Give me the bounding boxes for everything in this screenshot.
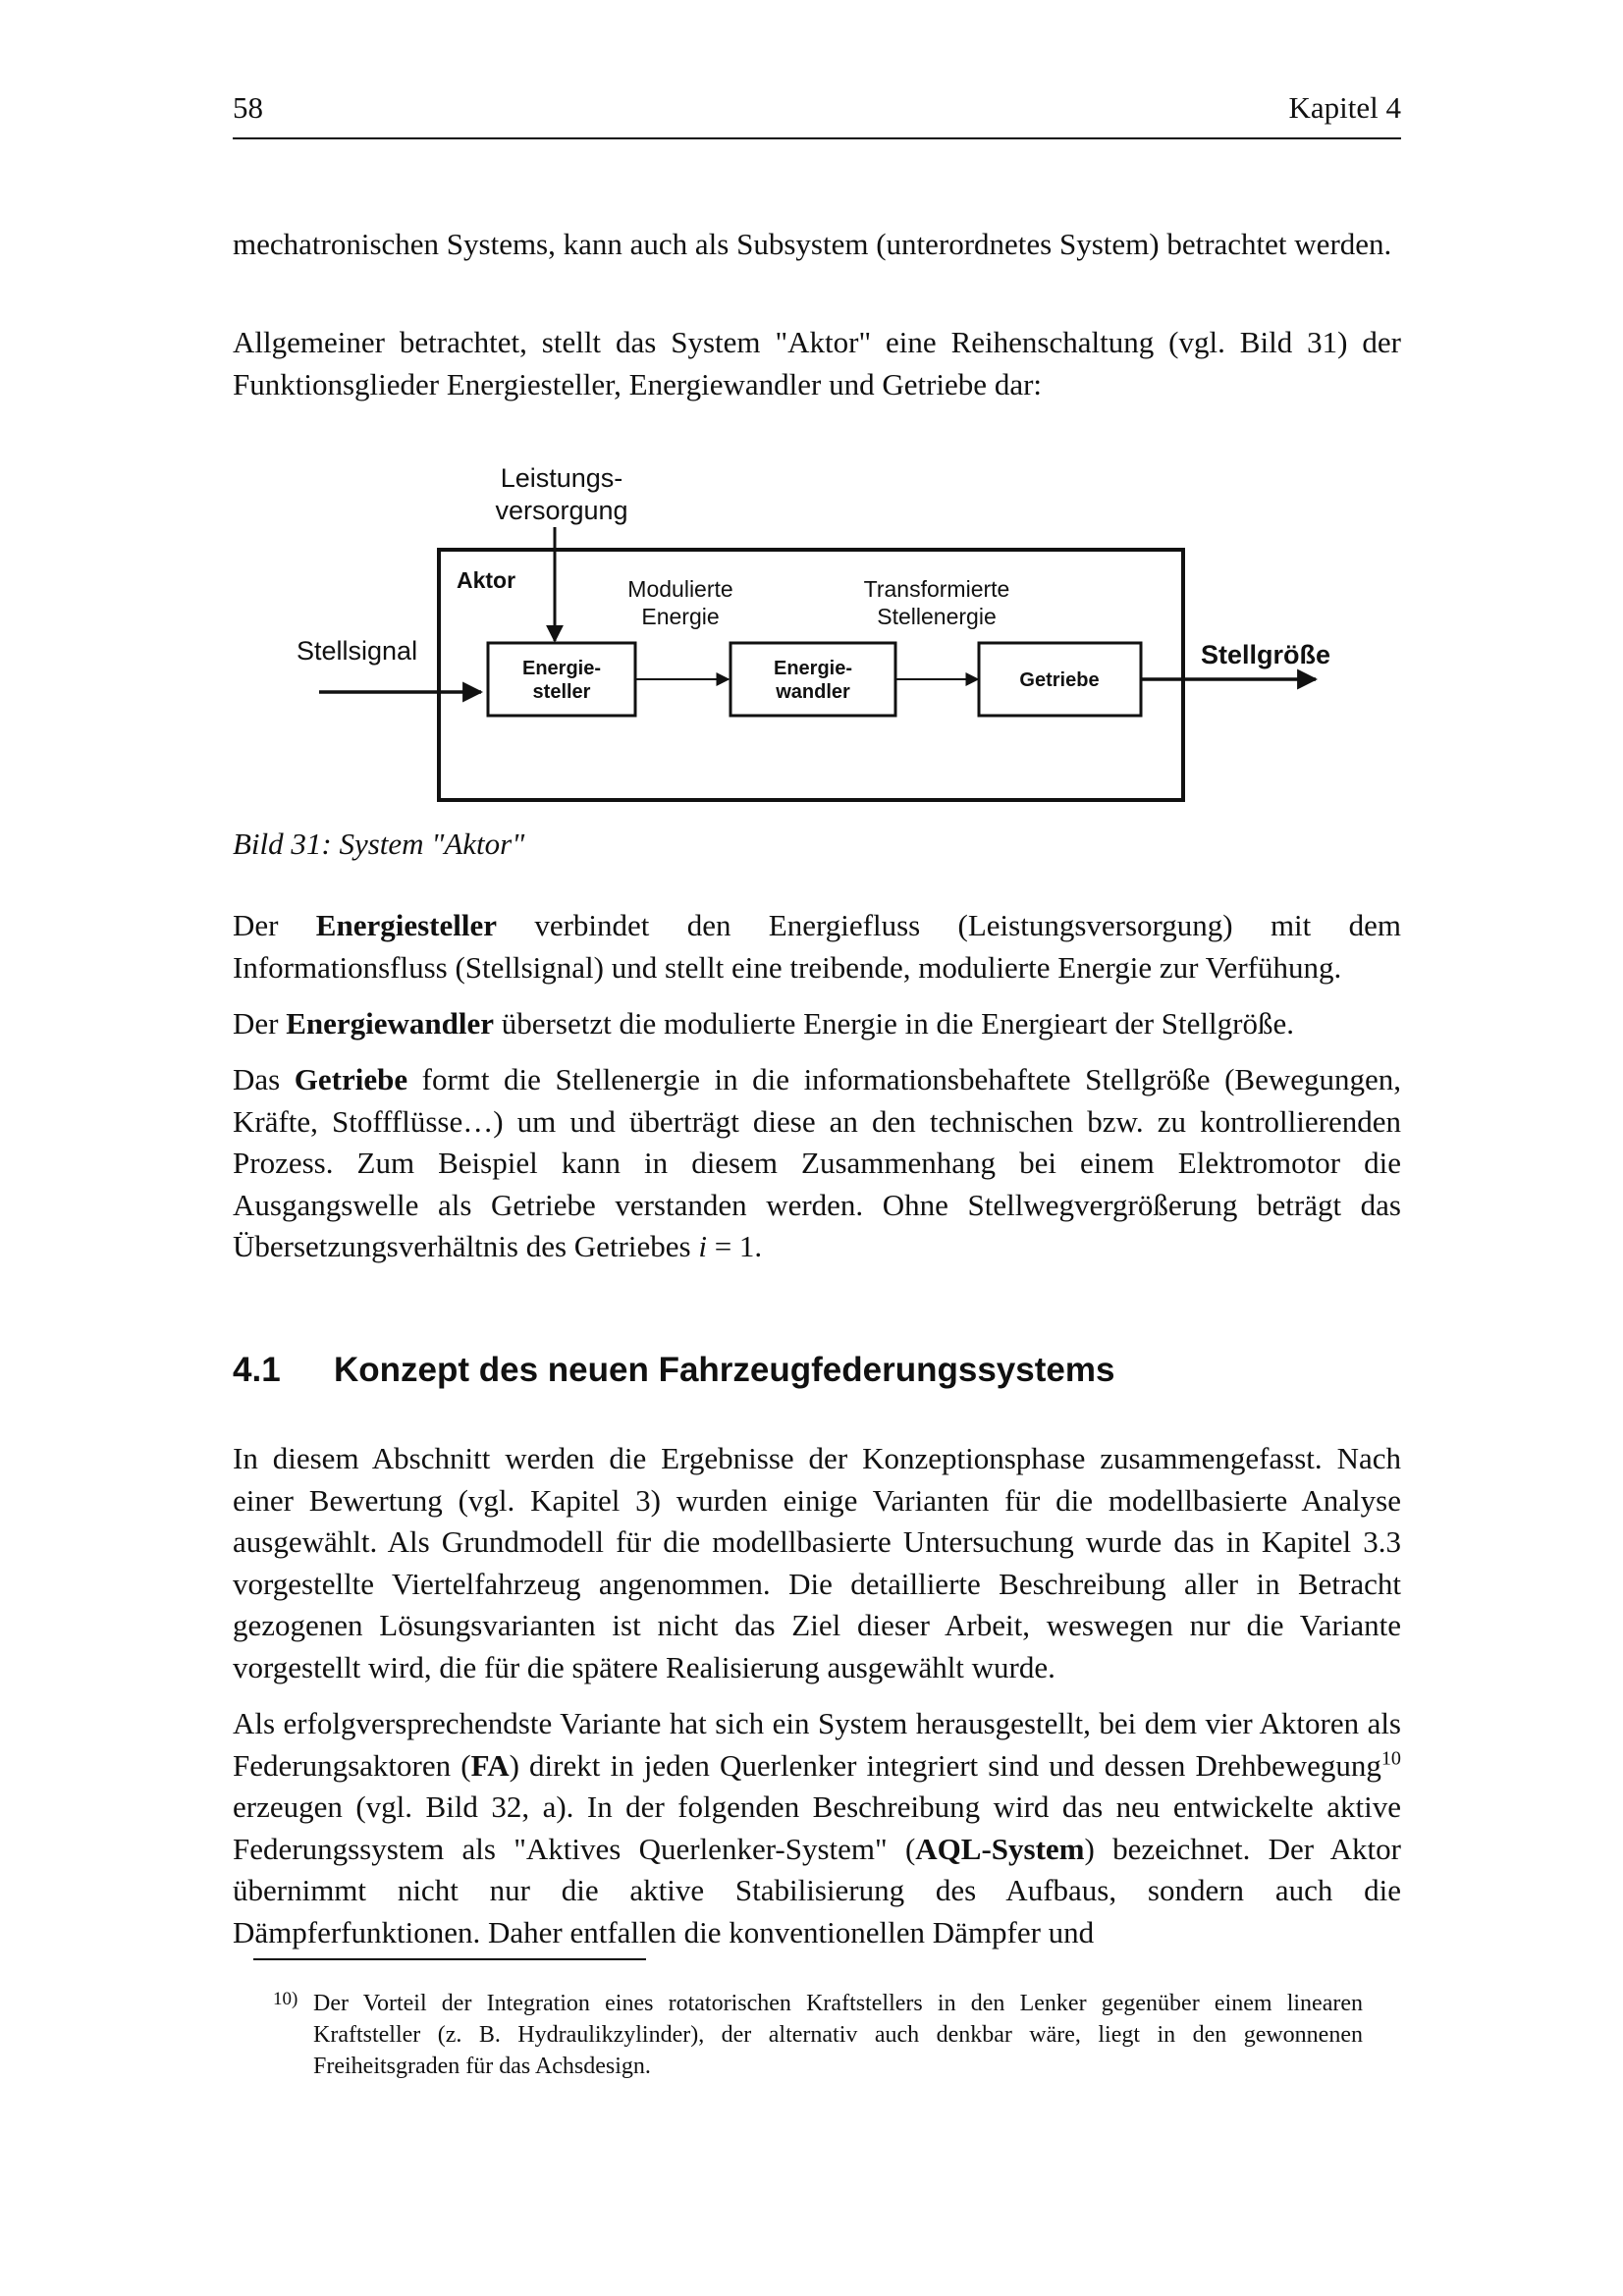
paragraph-4: [233, 1003, 1401, 1045]
variable-i: i: [698, 1229, 707, 1263]
input-signal-label: Stellsignal: [297, 636, 418, 666]
actuator-block-diagram: [285, 447, 1365, 820]
energiewandler-label-line2: wandler: [776, 681, 850, 703]
modulated-energy-label-line2: Energie: [641, 604, 720, 629]
paragraph-2: Allgemeiner betrachtet, stellt das System "Aktor" eine Reihenschaltung (vgl. Bild 31) der Funktionsglieder Energiesteller, Energiewandler und Getriebe dar:: [233, 325, 1401, 401]
power-supply-label-line1: Leistungs-: [500, 463, 623, 493]
page-number: 58: [233, 90, 263, 125]
footnote-separator: [253, 1958, 646, 1960]
paragraph-4-pre: Der: [233, 1006, 287, 1041]
aktor-label: Aktor: [457, 567, 516, 593]
energiewandler-block: [730, 643, 895, 716]
paragraph-5-end: = 1.: [706, 1229, 763, 1263]
getriebe-label: Getriebe: [1019, 669, 1100, 691]
modulated-energy-label-line1: Modulierte: [627, 576, 733, 602]
paragraph-6: In diesem Abschnitt werden die Ergebnisse der Konzeptionsphase zusammengefasst. Nach einer Bewertung (vgl. Kapitel 3) wurden einige Varianten für die modellbasierte Analyse ausgewählt. Als Grundmodell für die modellbasierte Untersuchung wurde das in Kapitel 3.3 vorgestellte Viertelfahrzeug angenommen. Die detaillierte Beschreibung aller in Betracht gezogenen Lösungsvarianten ist nicht das Ziel dieser Arbeit, weswegen nur die Variante vorgestellt wird, die für die spätere Realisierung ausgewählt wurde.: [233, 1441, 1401, 1684]
energiesteller-label-line2: steller: [532, 681, 591, 703]
power-supply-label-line2: versorgung: [495, 496, 628, 525]
paragraph-5-post: formt die Stellenergie in die informationsbehaftete Stellgröße (Bewegungen, Kräfte, Stoffflüsse…) um und überträgt diese an den technischen bzw. zu kontrollierenden Prozess. Zum Beispiel kann in diesem Zusammenhang bei einem Elektromotor die Ausgangswelle als Getriebe verstanden werden. Ohne Stellwegvergrößerung beträgt das Übersetzungsverhältnis des Getriebes: [233, 1062, 1401, 1263]
footnote-marker: 10): [273, 1989, 298, 2009]
term-energiewandler: Energiewandler: [286, 1006, 495, 1041]
term-getriebe: Getriebe: [294, 1062, 408, 1096]
figure-caption: Bild 31: System "Aktor": [233, 827, 525, 861]
section-heading: [233, 1351, 1114, 1390]
footnote-reference[interactable]: 10: [1380, 1747, 1401, 1770]
section-title: Konzept des neuen Fahrzeugfederungssystems: [334, 1351, 1115, 1389]
energiesteller-label-line1: Energie-: [521, 658, 602, 679]
paragraph-5-pre: Das: [233, 1062, 295, 1096]
chapter-label: Kapitel 4: [1288, 90, 1401, 125]
paragraph-7-b: ) direkt in jeden Querlenker integriert sind und dessen Drehbewegung: [509, 1747, 1381, 1783]
paragraph-5: [233, 1059, 1401, 1268]
paragraph-7-a: Als erfolgversprechendste Variante hat sich ein System herausgestellt, bei dem vier Aktoren als Federungsaktoren (: [233, 1706, 1401, 1783]
paragraph-7: [233, 1703, 1401, 1953]
output-label: Stellgröße: [1201, 640, 1331, 669]
section-number: 4.1: [233, 1351, 281, 1389]
term-energiesteller: Energiesteller: [315, 908, 497, 942]
footnote: [273, 1988, 1363, 2082]
paragraph-4-post: übersetzt die modulierte Energie in die Energieart der Stellgröße.: [494, 1006, 1294, 1041]
energiesteller-block: [488, 643, 635, 716]
transformed-energy-label-line2: Stellenergie: [877, 604, 997, 629]
paragraph-3: [233, 905, 1401, 988]
running-header: [233, 90, 1401, 139]
paragraph-1: mechatronischen Systems, kann auch als Subsystem (unterordnetes System) betrachtet werden.: [233, 227, 1392, 261]
term-fa: FA: [470, 1747, 510, 1783]
paragraph-7-d: ) bezeichnet. Der Aktor übernimmt nicht nur die aktive Stabilisierung des Aufbaus, sondern auch die Dämpferfunktionen. Daher entfallen die konventionellen Dämpfer und: [233, 1831, 1401, 1949]
paragraph-3-post: verbindet den Energiefluss (Leistungsversorgung) mit dem Informationsfluss (Stellsignal) und stellt eine treibende, modulierte Energie zur Verfühung.: [233, 908, 1401, 985]
energiewandler-label-line1: Energie-: [773, 658, 853, 679]
paragraph-7-c: erzeugen (vgl. Bild 32, a). In der folgenden Beschreibung wird das neu entwickelte aktive Federungssystem als "Aktives Querlenker-System" (: [233, 1789, 1401, 1866]
transformed-energy-label-line1: Transformierte: [863, 576, 1010, 602]
footnote-text: Der Vorteil der Integration eines rotatorischen Kraftstellers in den Lenker gegenüber einem linearen Kraftsteller (z. B. Hydraulikzylinder), der alternativ auch denkbar wäre, liegt in den gewonnenen Freiheitsgraden für das Achsdesign.: [313, 1991, 1363, 2079]
term-aql-system: AQL-System: [915, 1831, 1085, 1866]
paragraph-3-pre: Der: [233, 908, 316, 942]
